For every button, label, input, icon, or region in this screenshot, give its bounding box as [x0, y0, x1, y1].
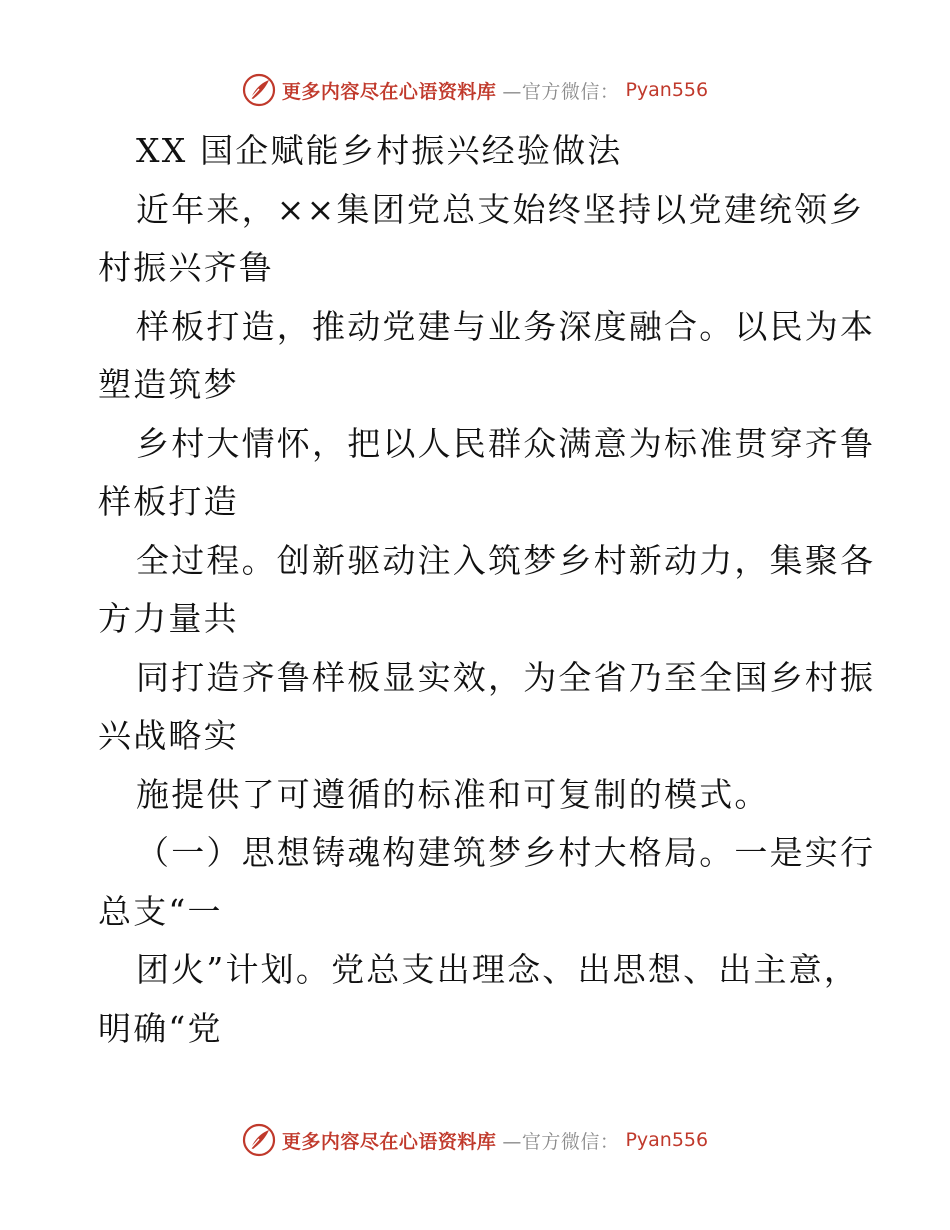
document-body	[98, 122, 876, 1058]
quill-logo-icon	[242, 73, 276, 107]
footer-watermark	[0, 1120, 950, 1160]
text-line: 塑造筑梦	[98, 365, 239, 404]
text-line: 团火”计划。党总支出理念、出思想、出主意，	[136, 950, 860, 989]
text-line: 兴战略实	[98, 716, 239, 755]
text-line: 乡村大情怀，把以人民群众满意为标准贯穿齐鲁	[136, 423, 876, 463]
document-title: XX 国企赋能乡村振兴经验做法	[136, 131, 623, 170]
watermark-account: Pyan556	[625, 79, 709, 101]
watermark-account: Pyan556	[625, 1129, 709, 1151]
text-line: 总支“一	[98, 891, 223, 931]
text-line: 近年来，××集团党总支始终坚持以党建统领乡	[136, 189, 865, 229]
text-line: 同打造齐鲁样板显实效，为全省乃至全国乡村振	[136, 657, 876, 697]
watermark-label: —官方微信：	[502, 1130, 620, 1153]
watermark-title: 更多内容尽在心语资料库	[281, 80, 497, 103]
header-watermark	[0, 70, 950, 110]
quill-logo-icon	[242, 1123, 276, 1157]
text-line: 村振兴齐鲁	[98, 248, 274, 287]
text-line: 明确“党	[98, 1008, 223, 1048]
section-heading-line: （一）思想铸魂构建筑梦乡村大格局。一是实行	[136, 833, 876, 872]
watermark-label: —官方微信：	[502, 80, 620, 103]
text-line: 样板打造	[98, 482, 239, 521]
text-line: 全过程。创新驱动注入筑梦乡村新动力，集聚各	[136, 540, 876, 580]
text-line: 样板打造，推动党建与业务深度融合。以民为本	[136, 306, 876, 346]
text-line: 方力量共	[98, 599, 239, 638]
text-line: 施提供了可遵循的标准和可复制的模式。	[136, 774, 770, 814]
watermark-title: 更多内容尽在心语资料库	[281, 1130, 497, 1153]
